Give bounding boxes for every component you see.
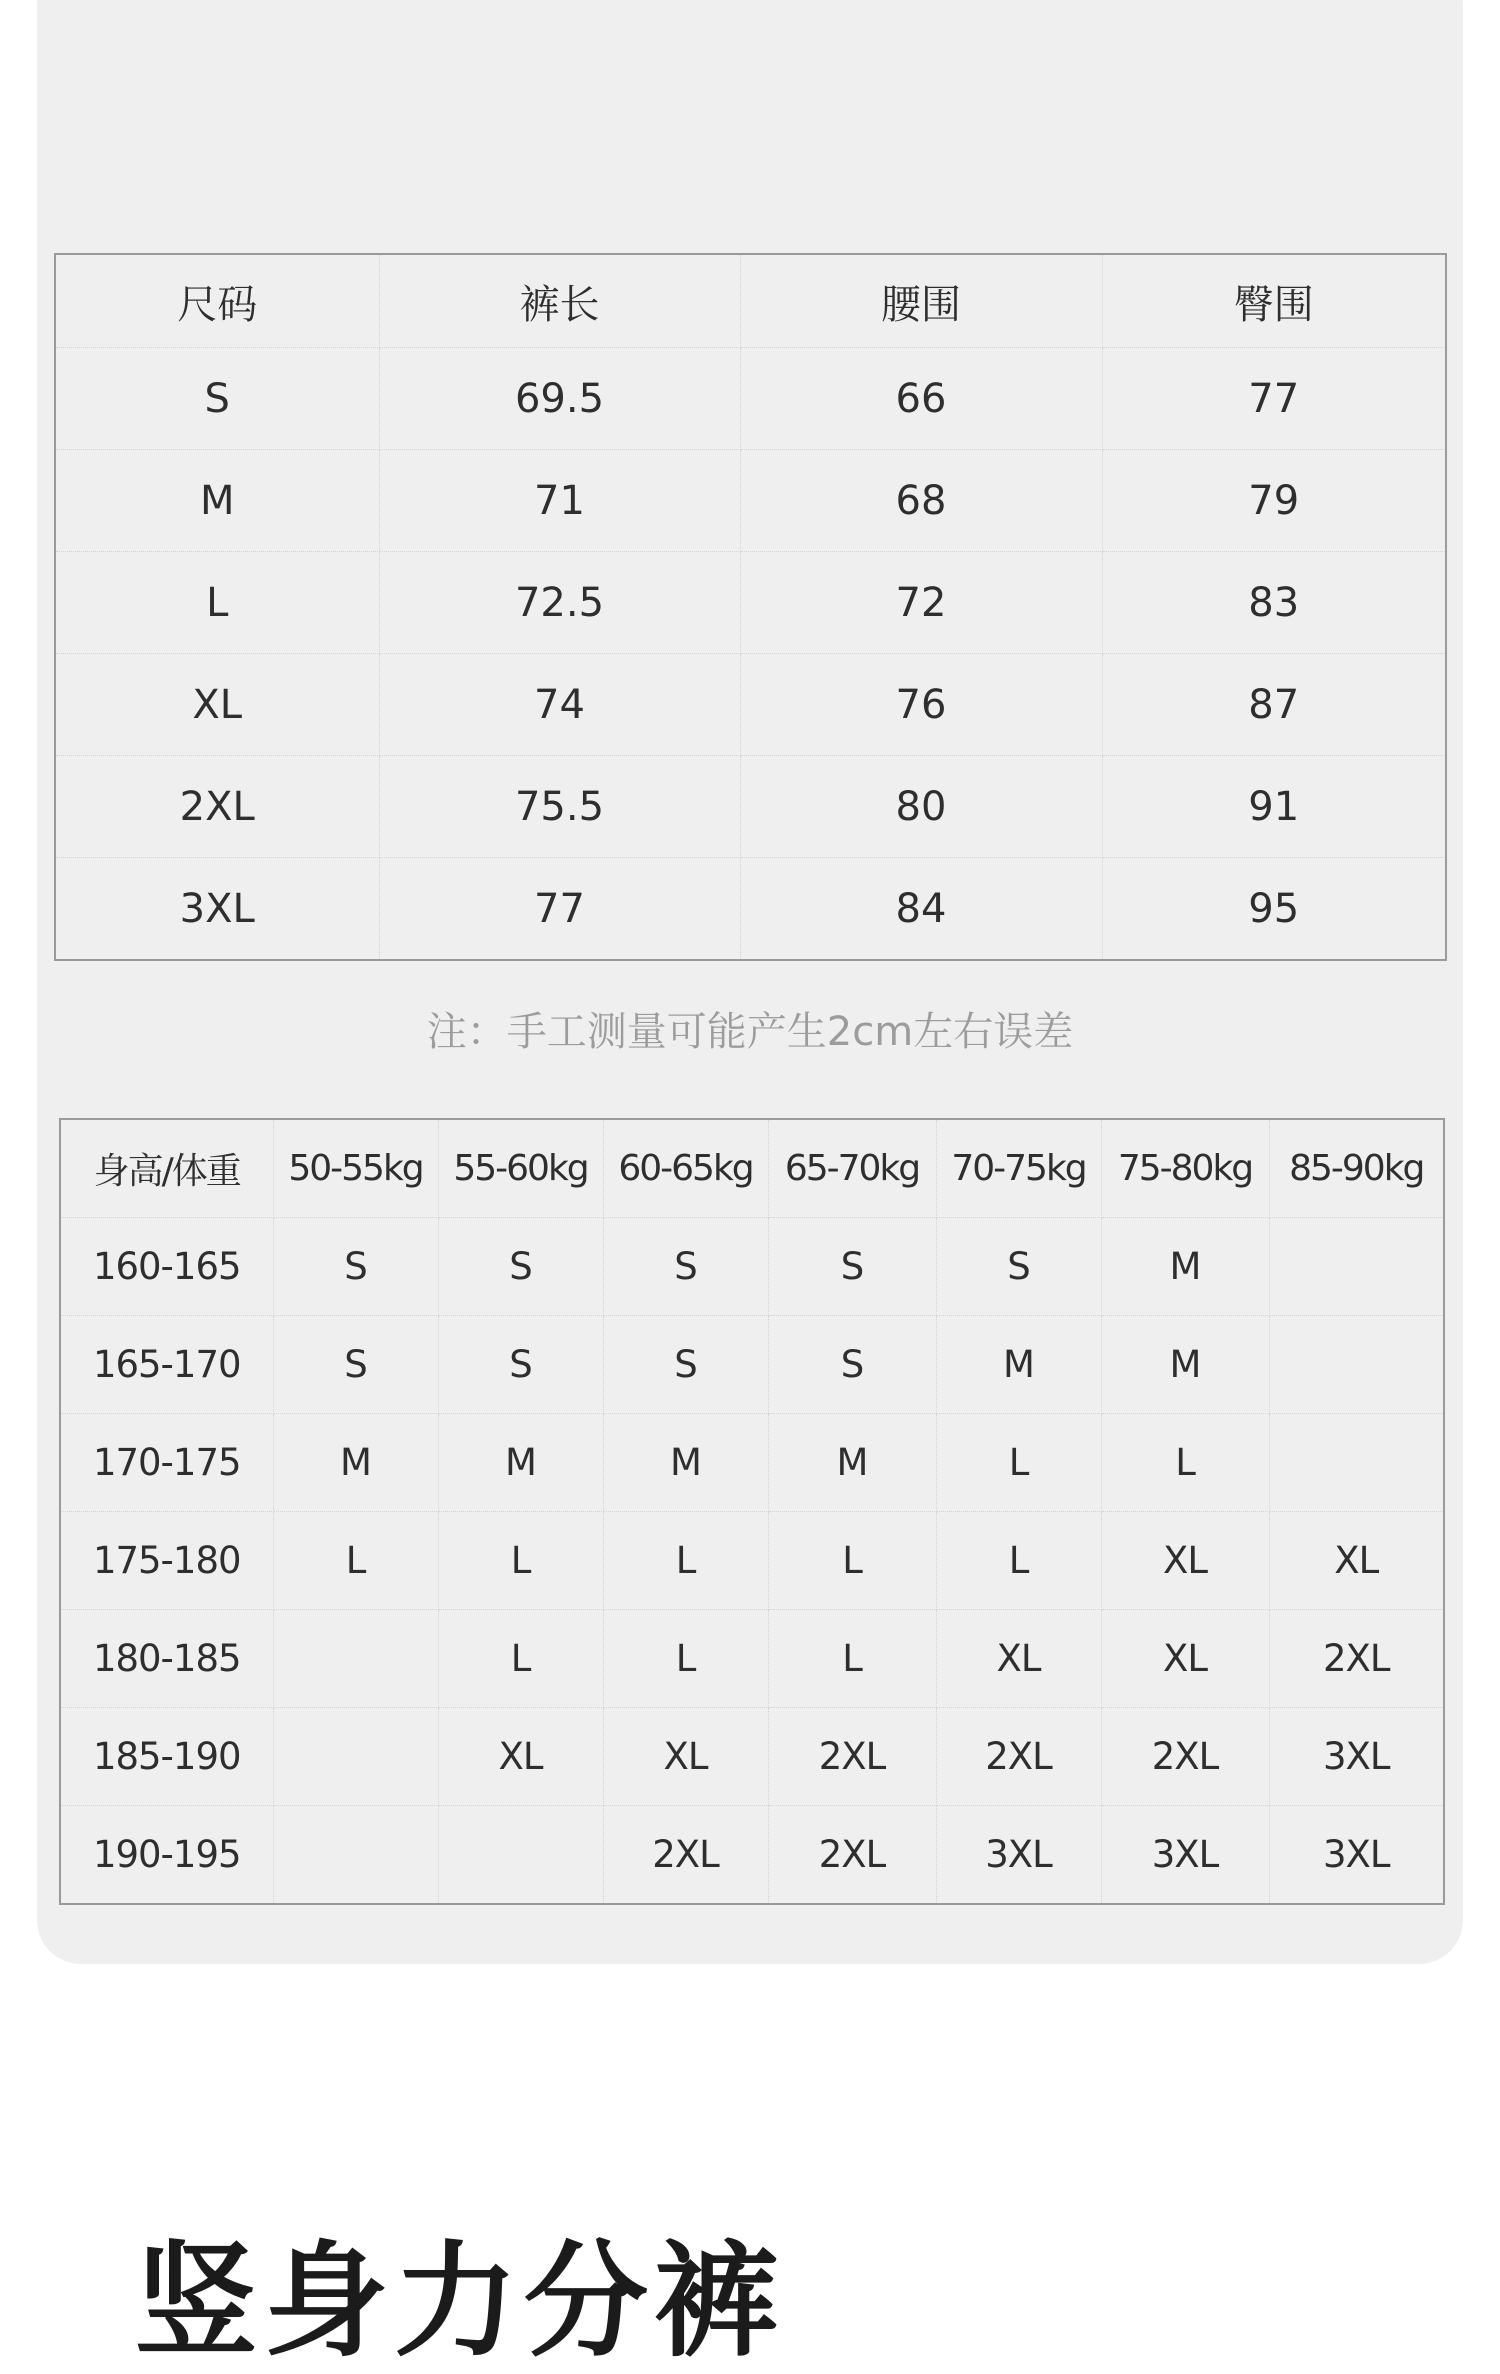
table-row	[60, 1414, 1444, 1512]
cell-recommended-size: L	[768, 1512, 936, 1610]
header-weight-range: 60-65kg	[603, 1119, 768, 1218]
cell-recommended-size	[1269, 1316, 1444, 1414]
size-recommendation-table	[59, 1118, 1445, 1905]
table-row	[60, 1806, 1444, 1905]
table-row	[60, 1708, 1444, 1806]
cell-height-range: 165-170	[60, 1316, 273, 1414]
cell-pants-length: 72.5	[379, 552, 740, 654]
cell-height-range: 160-165	[60, 1218, 273, 1316]
cell-hip: 91	[1102, 756, 1446, 858]
cell-recommended-size: M	[1101, 1316, 1269, 1414]
table-row	[60, 1610, 1444, 1708]
cell-waist: 72	[740, 552, 1102, 654]
table-row	[55, 348, 1446, 450]
cell-height-range: 175-180	[60, 1512, 273, 1610]
header-weight-range: 70-75kg	[936, 1119, 1101, 1218]
cell-size: 2XL	[55, 756, 379, 858]
cell-recommended-size: S	[603, 1218, 768, 1316]
table-header-row	[55, 254, 1446, 348]
cell-recommended-size: 2XL	[936, 1708, 1101, 1806]
header-waist: 腰围	[740, 254, 1102, 348]
cell-recommended-size: L	[768, 1610, 936, 1708]
cell-recommended-size: S	[273, 1218, 438, 1316]
cell-recommended-size: XL	[936, 1610, 1101, 1708]
table-row	[55, 654, 1446, 756]
cell-recommended-size: 3XL	[1269, 1708, 1444, 1806]
cell-size: S	[55, 348, 379, 450]
cell-recommended-size: S	[438, 1316, 603, 1414]
cell-pants-length: 71	[379, 450, 740, 552]
cell-recommended-size: S	[438, 1218, 603, 1316]
cell-waist: 84	[740, 858, 1102, 961]
cell-hip: 79	[1102, 450, 1446, 552]
header-height-weight: 身高/体重	[60, 1119, 273, 1218]
cell-size: 3XL	[55, 858, 379, 961]
cell-recommended-size: 3XL	[1269, 1806, 1444, 1905]
cell-recommended-size: S	[603, 1316, 768, 1414]
cell-hip: 83	[1102, 552, 1446, 654]
cell-pants-length: 69.5	[379, 348, 740, 450]
header-weight-range: 75-80kg	[1101, 1119, 1269, 1218]
cell-recommended-size: M	[273, 1414, 438, 1512]
cell-height-range: 190-195	[60, 1806, 273, 1905]
cell-recommended-size: 2XL	[1269, 1610, 1444, 1708]
cell-recommended-size	[273, 1806, 438, 1905]
cell-hip: 95	[1102, 858, 1446, 961]
cell-height-range: 170-175	[60, 1414, 273, 1512]
cell-recommended-size: L	[936, 1414, 1101, 1512]
cell-recommended-size: L	[936, 1512, 1101, 1610]
header-weight-range: 85-90kg	[1269, 1119, 1444, 1218]
cell-recommended-size: M	[438, 1414, 603, 1512]
header-hip: 臀围	[1102, 254, 1446, 348]
cell-recommended-size: L	[438, 1610, 603, 1708]
header-weight-range: 65-70kg	[768, 1119, 936, 1218]
cell-waist: 76	[740, 654, 1102, 756]
cell-recommended-size: L	[603, 1610, 768, 1708]
cell-recommended-size: 2XL	[768, 1806, 936, 1905]
cell-hip: 77	[1102, 348, 1446, 450]
cell-recommended-size: S	[936, 1218, 1101, 1316]
cell-height-range: 180-185	[60, 1610, 273, 1708]
header-weight-range: 50-55kg	[273, 1119, 438, 1218]
section-title: 竖身力分裤	[134, 2230, 785, 2374]
table-row	[55, 756, 1446, 858]
cell-recommended-size: 3XL	[936, 1806, 1101, 1905]
table-row	[60, 1316, 1444, 1414]
cell-recommended-size: XL	[1101, 1512, 1269, 1610]
cell-recommended-size: L	[603, 1512, 768, 1610]
header-weight-range: 55-60kg	[438, 1119, 603, 1218]
cell-recommended-size	[1269, 1414, 1444, 1512]
cell-recommended-size	[438, 1806, 603, 1905]
cell-recommended-size: M	[768, 1414, 936, 1512]
cell-recommended-size: XL	[1101, 1610, 1269, 1708]
cell-recommended-size: S	[768, 1316, 936, 1414]
cell-recommended-size: S	[768, 1218, 936, 1316]
cell-recommended-size: M	[603, 1414, 768, 1512]
table-row	[60, 1218, 1444, 1316]
cell-height-range: 185-190	[60, 1708, 273, 1806]
cell-recommended-size: 2XL	[1101, 1708, 1269, 1806]
cell-recommended-size	[1269, 1218, 1444, 1316]
table-header-row	[60, 1119, 1444, 1218]
cell-hip: 87	[1102, 654, 1446, 756]
cell-recommended-size: M	[1101, 1218, 1269, 1316]
size-measurement-table	[54, 253, 1447, 961]
cell-size: L	[55, 552, 379, 654]
cell-size: M	[55, 450, 379, 552]
table-row	[60, 1512, 1444, 1610]
cell-recommended-size: 3XL	[1101, 1806, 1269, 1905]
table-row	[55, 858, 1446, 961]
header-pants-length: 裤长	[379, 254, 740, 348]
cell-recommended-size: XL	[1269, 1512, 1444, 1610]
cell-recommended-size: XL	[603, 1708, 768, 1806]
header-size: 尺码	[55, 254, 379, 348]
cell-waist: 80	[740, 756, 1102, 858]
cell-recommended-size: 2XL	[603, 1806, 768, 1905]
cell-pants-length: 77	[379, 858, 740, 961]
cell-recommended-size: 2XL	[768, 1708, 936, 1806]
table-row	[55, 450, 1446, 552]
cell-pants-length: 74	[379, 654, 740, 756]
cell-pants-length: 75.5	[379, 756, 740, 858]
cell-recommended-size: S	[273, 1316, 438, 1414]
cell-waist: 66	[740, 348, 1102, 450]
cell-recommended-size: L	[438, 1512, 603, 1610]
cell-recommended-size	[273, 1610, 438, 1708]
cell-recommended-size: L	[1101, 1414, 1269, 1512]
cell-waist: 68	[740, 450, 1102, 552]
measurement-note: 注：手工测量可能产生2cm左右误差	[426, 1009, 1074, 1055]
cell-recommended-size	[273, 1708, 438, 1806]
cell-recommended-size: XL	[438, 1708, 603, 1806]
cell-recommended-size: L	[273, 1512, 438, 1610]
cell-size: XL	[55, 654, 379, 756]
table-row	[55, 552, 1446, 654]
cell-recommended-size: M	[936, 1316, 1101, 1414]
